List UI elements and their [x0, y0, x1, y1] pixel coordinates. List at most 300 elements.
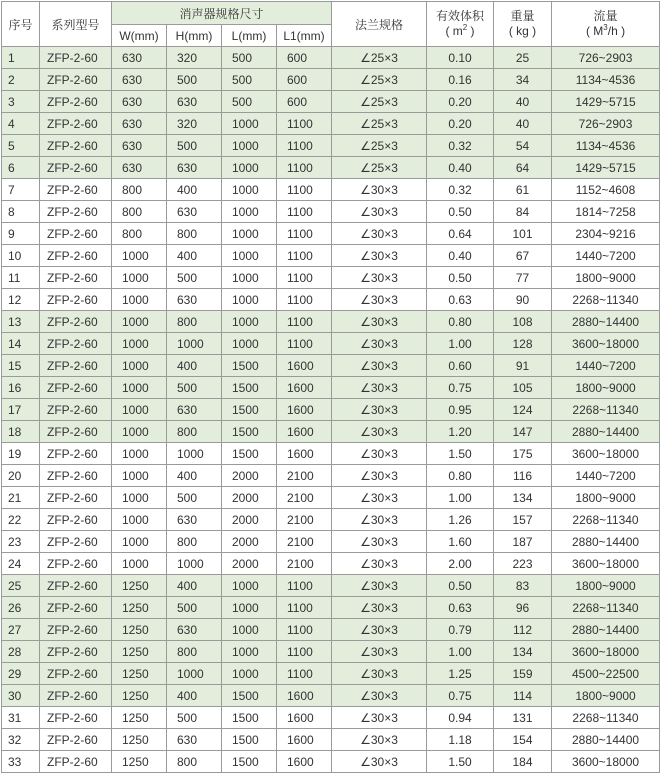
- table-row: [2, 47, 660, 69]
- cell-flange: ∠30×3: [332, 619, 427, 641]
- cell-h: 630: [167, 399, 222, 421]
- cell-model: ZFP-2-60: [40, 597, 112, 619]
- cell-h: 800: [167, 311, 222, 333]
- header-h: H(mm): [167, 25, 222, 47]
- cell-seq: 13: [2, 311, 40, 333]
- cell-model: ZFP-2-60: [40, 663, 112, 685]
- cell-flow: 1429~5715: [552, 157, 660, 179]
- cell-l: 1000: [222, 311, 277, 333]
- cell-h: 400: [167, 179, 222, 201]
- cell-weight: 25: [494, 47, 552, 69]
- cell-flow: 2304~9216: [552, 223, 660, 245]
- cell-flange: ∠30×3: [332, 443, 427, 465]
- table-row: [2, 443, 660, 465]
- cell-weight: 91: [494, 355, 552, 377]
- cell-area: 1.60: [427, 531, 494, 553]
- cell-l1: 1100: [277, 267, 332, 289]
- cell-w: 630: [112, 91, 167, 113]
- cell-seq: 3: [2, 91, 40, 113]
- cell-model: ZFP-2-60: [40, 421, 112, 443]
- cell-flange: ∠25×3: [332, 69, 427, 91]
- header-w: W(mm): [112, 25, 167, 47]
- cell-l1: 1100: [277, 311, 332, 333]
- cell-seq: 14: [2, 333, 40, 355]
- cell-l1: 1100: [277, 575, 332, 597]
- cell-weight: 84: [494, 201, 552, 223]
- cell-l: 1000: [222, 267, 277, 289]
- cell-weight: 134: [494, 641, 552, 663]
- cell-flange: ∠30×3: [332, 355, 427, 377]
- cell-flow: 4500~22500: [552, 663, 660, 685]
- cell-flow: 2268~11340: [552, 597, 660, 619]
- table-row: [2, 421, 660, 443]
- cell-flow: 3600~18000: [552, 641, 660, 663]
- cell-h: 500: [167, 135, 222, 157]
- cell-h: 630: [167, 91, 222, 113]
- cell-flange: ∠30×3: [332, 575, 427, 597]
- cell-seq: 29: [2, 663, 40, 685]
- cell-weight: 108: [494, 311, 552, 333]
- cell-h: 500: [167, 707, 222, 729]
- header-flow: [552, 2, 660, 47]
- cell-weight: 77: [494, 267, 552, 289]
- cell-l1: 1100: [277, 641, 332, 663]
- cell-model: ZFP-2-60: [40, 267, 112, 289]
- cell-w: 800: [112, 179, 167, 201]
- cell-model: ZFP-2-60: [40, 751, 112, 773]
- cell-w: 800: [112, 223, 167, 245]
- cell-l1: 1100: [277, 289, 332, 311]
- cell-l1: 1100: [277, 113, 332, 135]
- cell-area: 0.32: [427, 135, 494, 157]
- cell-flow: 726~2903: [552, 47, 660, 69]
- cell-model: ZFP-2-60: [40, 399, 112, 421]
- cell-weight: 131: [494, 707, 552, 729]
- table-row: [2, 69, 660, 91]
- cell-l: 1000: [222, 113, 277, 135]
- table-row: [2, 465, 660, 487]
- cell-l1: 1600: [277, 355, 332, 377]
- cell-weight: 147: [494, 421, 552, 443]
- cell-flow: 2880~14400: [552, 531, 660, 553]
- table-row: [2, 399, 660, 421]
- cell-l: 2000: [222, 487, 277, 509]
- cell-h: 630: [167, 157, 222, 179]
- cell-l1: 2100: [277, 509, 332, 531]
- cell-w: 630: [112, 157, 167, 179]
- cell-model: ZFP-2-60: [40, 135, 112, 157]
- table-row: [2, 135, 660, 157]
- cell-seq: 31: [2, 707, 40, 729]
- cell-l: 500: [222, 47, 277, 69]
- silencer-spec-table: [1, 1, 660, 773]
- cell-l: 2000: [222, 531, 277, 553]
- cell-area: 1.50: [427, 751, 494, 773]
- cell-w: 1250: [112, 663, 167, 685]
- header-flow-unit: ( $M^3/h$ ): [585, 23, 626, 38]
- cell-w: 1000: [112, 245, 167, 267]
- cell-l1: 1100: [277, 333, 332, 355]
- cell-h: 800: [167, 223, 222, 245]
- cell-flow: 2880~14400: [552, 421, 660, 443]
- cell-flow: 3600~18000: [552, 443, 660, 465]
- cell-area: 0.75: [427, 377, 494, 399]
- cell-flow: 1440~7200: [552, 355, 660, 377]
- cell-model: ZFP-2-60: [40, 509, 112, 531]
- table-row: [2, 751, 660, 773]
- cell-w: 630: [112, 113, 167, 135]
- cell-l1: 1600: [277, 751, 332, 773]
- cell-h: 500: [167, 377, 222, 399]
- cell-model: ZFP-2-60: [40, 113, 112, 135]
- cell-w: 1250: [112, 619, 167, 641]
- cell-flange: ∠30×3: [332, 333, 427, 355]
- cell-weight: 67: [494, 245, 552, 267]
- header-area: [427, 2, 494, 47]
- cell-flow: 2880~14400: [552, 311, 660, 333]
- cell-w: 1000: [112, 553, 167, 575]
- cell-seq: 6: [2, 157, 40, 179]
- cell-w: 1000: [112, 421, 167, 443]
- cell-l: 1000: [222, 333, 277, 355]
- cell-w: 1250: [112, 707, 167, 729]
- cell-l: 500: [222, 69, 277, 91]
- cell-flange: ∠25×3: [332, 135, 427, 157]
- cell-seq: 18: [2, 421, 40, 443]
- cell-w: 630: [112, 69, 167, 91]
- cell-h: 400: [167, 355, 222, 377]
- cell-l: 2000: [222, 553, 277, 575]
- cell-flange: ∠30×3: [332, 751, 427, 773]
- header-weight: [494, 2, 552, 47]
- cell-area: 0.80: [427, 465, 494, 487]
- cell-weight: 54: [494, 135, 552, 157]
- cell-model: ZFP-2-60: [40, 47, 112, 69]
- table-row: [2, 157, 660, 179]
- table-row: [2, 113, 660, 135]
- cell-seq: 27: [2, 619, 40, 641]
- cell-l: 1000: [222, 289, 277, 311]
- table-row: [2, 91, 660, 113]
- cell-area: 0.63: [427, 289, 494, 311]
- cell-l: 1000: [222, 575, 277, 597]
- cell-w: 1000: [112, 509, 167, 531]
- cell-flow: 1800~9000: [552, 487, 660, 509]
- header-l1: L1(mm): [277, 25, 332, 47]
- cell-h: 500: [167, 267, 222, 289]
- cell-seq: 19: [2, 443, 40, 465]
- header-flange: 法兰规格: [332, 2, 427, 47]
- cell-flange: ∠30×3: [332, 487, 427, 509]
- cell-l: 2000: [222, 509, 277, 531]
- cell-l1: 1100: [277, 597, 332, 619]
- cell-l1: 600: [277, 47, 332, 69]
- cell-seq: 33: [2, 751, 40, 773]
- cell-w: 1000: [112, 531, 167, 553]
- cell-seq: 32: [2, 729, 40, 751]
- cell-area: 1.50: [427, 443, 494, 465]
- cell-h: 630: [167, 289, 222, 311]
- cell-h: 800: [167, 641, 222, 663]
- cell-weight: 83: [494, 575, 552, 597]
- table-row: [2, 553, 660, 575]
- cell-h: 800: [167, 751, 222, 773]
- cell-flange: ∠30×3: [332, 179, 427, 201]
- cell-seq: 16: [2, 377, 40, 399]
- cell-model: ZFP-2-60: [40, 487, 112, 509]
- cell-l1: 2100: [277, 531, 332, 553]
- cell-l: 1500: [222, 355, 277, 377]
- table-row: [2, 729, 660, 751]
- header-area-unit: ( $m^2$ ): [445, 23, 475, 38]
- header-l: L(mm): [222, 25, 277, 47]
- cell-weight: 159: [494, 663, 552, 685]
- cell-flange: ∠30×3: [332, 553, 427, 575]
- cell-model: ZFP-2-60: [40, 531, 112, 553]
- cell-weight: 101: [494, 223, 552, 245]
- cell-flange: ∠30×3: [332, 245, 427, 267]
- cell-flow: 2268~11340: [552, 289, 660, 311]
- cell-l1: 1600: [277, 421, 332, 443]
- cell-l: 1000: [222, 157, 277, 179]
- cell-l: 2000: [222, 465, 277, 487]
- cell-area: 0.10: [427, 47, 494, 69]
- cell-weight: 187: [494, 531, 552, 553]
- cell-flange: ∠30×3: [332, 641, 427, 663]
- cell-w: 1000: [112, 311, 167, 333]
- cell-weight: 124: [494, 399, 552, 421]
- cell-area: 1.18: [427, 729, 494, 751]
- cell-weight: 40: [494, 113, 552, 135]
- cell-seq: 23: [2, 531, 40, 553]
- cell-flange: ∠30×3: [332, 201, 427, 223]
- cell-area: 0.40: [427, 157, 494, 179]
- cell-l1: 1600: [277, 729, 332, 751]
- cell-l: 1500: [222, 751, 277, 773]
- cell-h: 800: [167, 421, 222, 443]
- cell-area: 0.20: [427, 91, 494, 113]
- cell-l1: 1100: [277, 223, 332, 245]
- header-weight-label: 重量: [510, 9, 535, 23]
- cell-weight: 116: [494, 465, 552, 487]
- cell-w: 1250: [112, 751, 167, 773]
- cell-seq: 21: [2, 487, 40, 509]
- cell-flange: ∠25×3: [332, 157, 427, 179]
- header-weight-unit: ( kg ): [508, 24, 537, 38]
- cell-w: 630: [112, 135, 167, 157]
- cell-h: 630: [167, 509, 222, 531]
- cell-seq: 24: [2, 553, 40, 575]
- cell-weight: 128: [494, 333, 552, 355]
- cell-h: 630: [167, 729, 222, 751]
- cell-l: 1000: [222, 201, 277, 223]
- cell-weight: 175: [494, 443, 552, 465]
- cell-seq: 5: [2, 135, 40, 157]
- cell-flow: 1440~7200: [552, 245, 660, 267]
- cell-model: ZFP-2-60: [40, 245, 112, 267]
- cell-seq: 1: [2, 47, 40, 69]
- cell-flow: 1800~9000: [552, 685, 660, 707]
- cell-l1: 600: [277, 91, 332, 113]
- cell-w: 1250: [112, 597, 167, 619]
- cell-seq: 15: [2, 355, 40, 377]
- cell-model: ZFP-2-60: [40, 685, 112, 707]
- cell-seq: 9: [2, 223, 40, 245]
- header-flow-label: 流量: [593, 9, 618, 23]
- cell-flange: ∠30×3: [332, 267, 427, 289]
- cell-l: 1500: [222, 685, 277, 707]
- cell-area: 0.50: [427, 267, 494, 289]
- cell-weight: 61: [494, 179, 552, 201]
- cell-model: ZFP-2-60: [40, 729, 112, 751]
- cell-l1: 1100: [277, 245, 332, 267]
- cell-model: ZFP-2-60: [40, 641, 112, 663]
- cell-w: 1000: [112, 399, 167, 421]
- table-row: [2, 487, 660, 509]
- cell-flange: ∠30×3: [332, 685, 427, 707]
- cell-l1: 1100: [277, 157, 332, 179]
- cell-l: 1000: [222, 663, 277, 685]
- cell-w: 1000: [112, 487, 167, 509]
- cell-w: 1250: [112, 641, 167, 663]
- cell-weight: 134: [494, 487, 552, 509]
- cell-model: ZFP-2-60: [40, 465, 112, 487]
- cell-l1: 1600: [277, 685, 332, 707]
- cell-l: 1500: [222, 729, 277, 751]
- cell-flange: ∠30×3: [332, 597, 427, 619]
- header-spec-group: 消声器规格尺寸: [112, 2, 332, 25]
- cell-w: 630: [112, 47, 167, 69]
- cell-h: 400: [167, 575, 222, 597]
- table-row: [2, 267, 660, 289]
- cell-w: 1000: [112, 267, 167, 289]
- cell-flow: 1440~7200: [552, 465, 660, 487]
- cell-weight: 40: [494, 91, 552, 113]
- cell-seq: 11: [2, 267, 40, 289]
- cell-flow: 1134~4536: [552, 135, 660, 157]
- cell-area: 0.75: [427, 685, 494, 707]
- table-row: [2, 355, 660, 377]
- cell-seq: 22: [2, 509, 40, 531]
- table-row: [2, 289, 660, 311]
- cell-flow: 2268~11340: [552, 707, 660, 729]
- cell-l: 1500: [222, 707, 277, 729]
- cell-h: 400: [167, 465, 222, 487]
- cell-w: 1000: [112, 355, 167, 377]
- cell-h: 630: [167, 201, 222, 223]
- cell-h: 1000: [167, 553, 222, 575]
- cell-flange: ∠30×3: [332, 223, 427, 245]
- table-row: [2, 619, 660, 641]
- cell-w: 1250: [112, 685, 167, 707]
- cell-l1: 1600: [277, 707, 332, 729]
- cell-h: 500: [167, 69, 222, 91]
- cell-seq: 25: [2, 575, 40, 597]
- cell-l1: 2100: [277, 487, 332, 509]
- cell-model: ZFP-2-60: [40, 311, 112, 333]
- cell-weight: 114: [494, 685, 552, 707]
- cell-area: 0.32: [427, 179, 494, 201]
- cell-seq: 12: [2, 289, 40, 311]
- cell-l1: 1600: [277, 377, 332, 399]
- cell-l1: 2100: [277, 553, 332, 575]
- cell-model: ZFP-2-60: [40, 443, 112, 465]
- cell-l: 1500: [222, 421, 277, 443]
- cell-l1: 1600: [277, 443, 332, 465]
- cell-flow: 1800~9000: [552, 575, 660, 597]
- table-row: [2, 223, 660, 245]
- header-model: 系列型号: [40, 2, 112, 47]
- cell-h: 800: [167, 531, 222, 553]
- cell-l: 1000: [222, 223, 277, 245]
- cell-flange: ∠30×3: [332, 707, 427, 729]
- cell-area: 0.63: [427, 597, 494, 619]
- cell-area: 0.64: [427, 223, 494, 245]
- cell-flange: ∠30×3: [332, 729, 427, 751]
- cell-h: 400: [167, 685, 222, 707]
- cell-flow: 1800~9000: [552, 377, 660, 399]
- cell-l1: 1100: [277, 663, 332, 685]
- cell-l1: 2100: [277, 465, 332, 487]
- cell-weight: 157: [494, 509, 552, 531]
- cell-flange: ∠30×3: [332, 509, 427, 531]
- cell-l: 1500: [222, 377, 277, 399]
- cell-area: 0.50: [427, 575, 494, 597]
- cell-seq: 2: [2, 69, 40, 91]
- table-row: [2, 509, 660, 531]
- cell-model: ZFP-2-60: [40, 355, 112, 377]
- cell-area: 1.00: [427, 333, 494, 355]
- cell-l: 1000: [222, 641, 277, 663]
- cell-flange: ∠30×3: [332, 531, 427, 553]
- table-header: [2, 2, 660, 47]
- cell-h: 1000: [167, 443, 222, 465]
- cell-area: 0.50: [427, 201, 494, 223]
- cell-l: 1500: [222, 399, 277, 421]
- cell-l: 1000: [222, 245, 277, 267]
- cell-flange: ∠25×3: [332, 47, 427, 69]
- cell-flange: ∠30×3: [332, 421, 427, 443]
- cell-area: 0.40: [427, 245, 494, 267]
- cell-h: 1000: [167, 333, 222, 355]
- cell-model: ZFP-2-60: [40, 333, 112, 355]
- cell-weight: 105: [494, 377, 552, 399]
- cell-flange: ∠30×3: [332, 311, 427, 333]
- cell-w: 1000: [112, 443, 167, 465]
- table-row: [2, 333, 660, 355]
- cell-flange: ∠25×3: [332, 113, 427, 135]
- table-row: [2, 641, 660, 663]
- cell-area: 0.20: [427, 113, 494, 135]
- cell-l1: 1100: [277, 619, 332, 641]
- cell-seq: 4: [2, 113, 40, 135]
- cell-model: ZFP-2-60: [40, 157, 112, 179]
- cell-weight: 223: [494, 553, 552, 575]
- cell-area: 0.16: [427, 69, 494, 91]
- cell-seq: 20: [2, 465, 40, 487]
- cell-flow: 1152~4608: [552, 179, 660, 201]
- cell-seq: 30: [2, 685, 40, 707]
- cell-w: 800: [112, 201, 167, 223]
- cell-l1: 1600: [277, 399, 332, 421]
- cell-l: 1000: [222, 597, 277, 619]
- cell-flow: 3600~18000: [552, 751, 660, 773]
- table-row: [2, 377, 660, 399]
- cell-seq: 7: [2, 179, 40, 201]
- cell-area: 1.00: [427, 641, 494, 663]
- cell-weight: 184: [494, 751, 552, 773]
- cell-h: 500: [167, 597, 222, 619]
